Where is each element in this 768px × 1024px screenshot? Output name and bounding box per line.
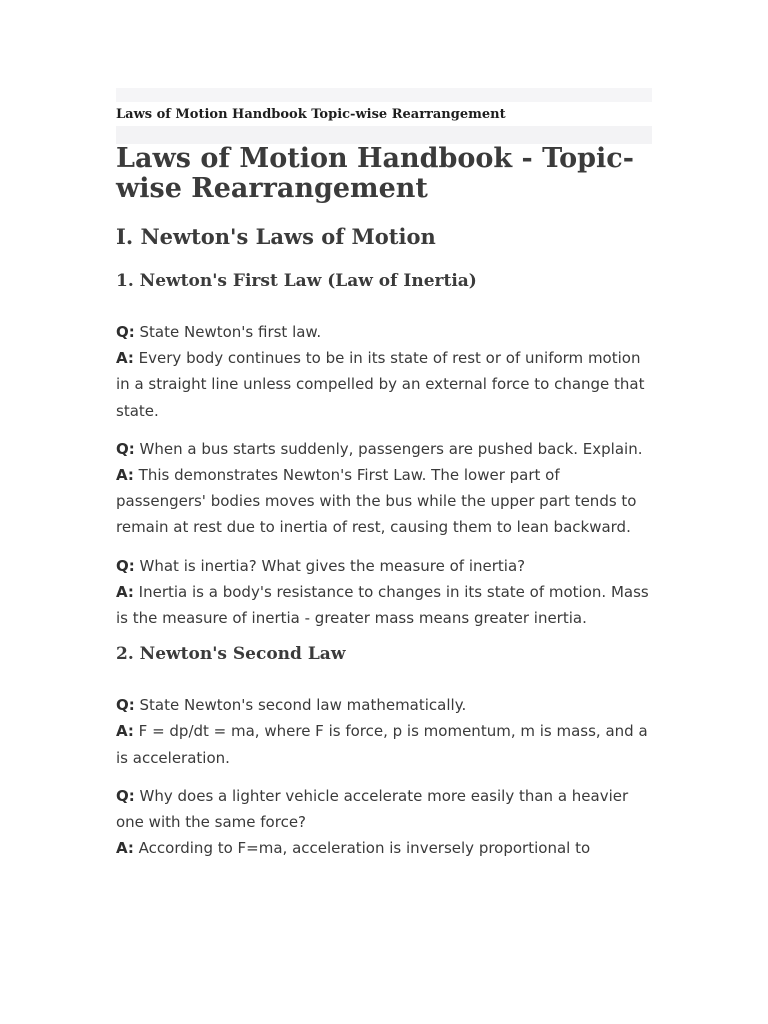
qa-item (116, 436, 652, 541)
qa-item (116, 783, 652, 862)
header-band-top (116, 88, 652, 102)
answer-label: A: (116, 349, 134, 368)
subsection-heading-second-law: 2. Newton's Second Law (116, 644, 346, 665)
qa-item (116, 553, 652, 632)
answer-text: Every body continues to be in its state of rest or of uniform motion in a straight line unless compelled by an external force to change that state. (116, 349, 645, 420)
qa-item (116, 319, 652, 424)
question-text: What is inertia? What gives the measure of inertia? (139, 556, 526, 575)
answer-label: A: (116, 722, 134, 741)
question-label: Q: (116, 439, 135, 458)
question-label: Q: (116, 786, 135, 805)
question-label: Q: (116, 696, 135, 715)
answer-label: A: (116, 582, 134, 601)
question-label: Q: (116, 323, 135, 341)
section-heading: I. Newton's Laws of Motion (116, 224, 436, 249)
answer-label: A: (116, 466, 134, 485)
question-text: State Newton's second law mathematically. (139, 696, 467, 715)
question-text: Why does a lighter vehicle accelerate more easily than a heavier one with the same force? (116, 786, 629, 832)
question-label: Q: (116, 556, 135, 575)
question-text: State Newton's first law. (139, 323, 322, 341)
subsection-heading-first-law: 1. Newton's First Law (Law of Inertia) (116, 271, 477, 291)
qa-item (116, 692, 652, 771)
document-page (116, 88, 652, 861)
answer-text: Inertia is a body's resistance to changes in its state of motion. Mass is the measure of inertia - greater mass means greater inertia. (116, 582, 649, 628)
question-text: When a bus starts suddenly, passengers are pushed back. Explain. (139, 439, 643, 458)
answer-label: A: (116, 839, 134, 858)
document-label: Laws of Motion Handbook Topic-wise Rearrangement (116, 107, 506, 122)
page-title: Laws of Motion Handbook - Topic-wise Rearrangement (116, 143, 634, 204)
answer-text: This demonstrates Newton's First Law. The lower part of passengers' bodies moves with the bus while the upper part tends to remain at rest due to inertia of rest, causing them to lean backward. (116, 466, 637, 537)
answer-text: F = dp/dt = ma, where F is force, p is momentum, m is mass, and a is acceleration. (116, 722, 648, 767)
answer-text: According to F=ma, acceleration is inversely proportional to (138, 839, 591, 858)
header-band-bottom (116, 126, 652, 144)
